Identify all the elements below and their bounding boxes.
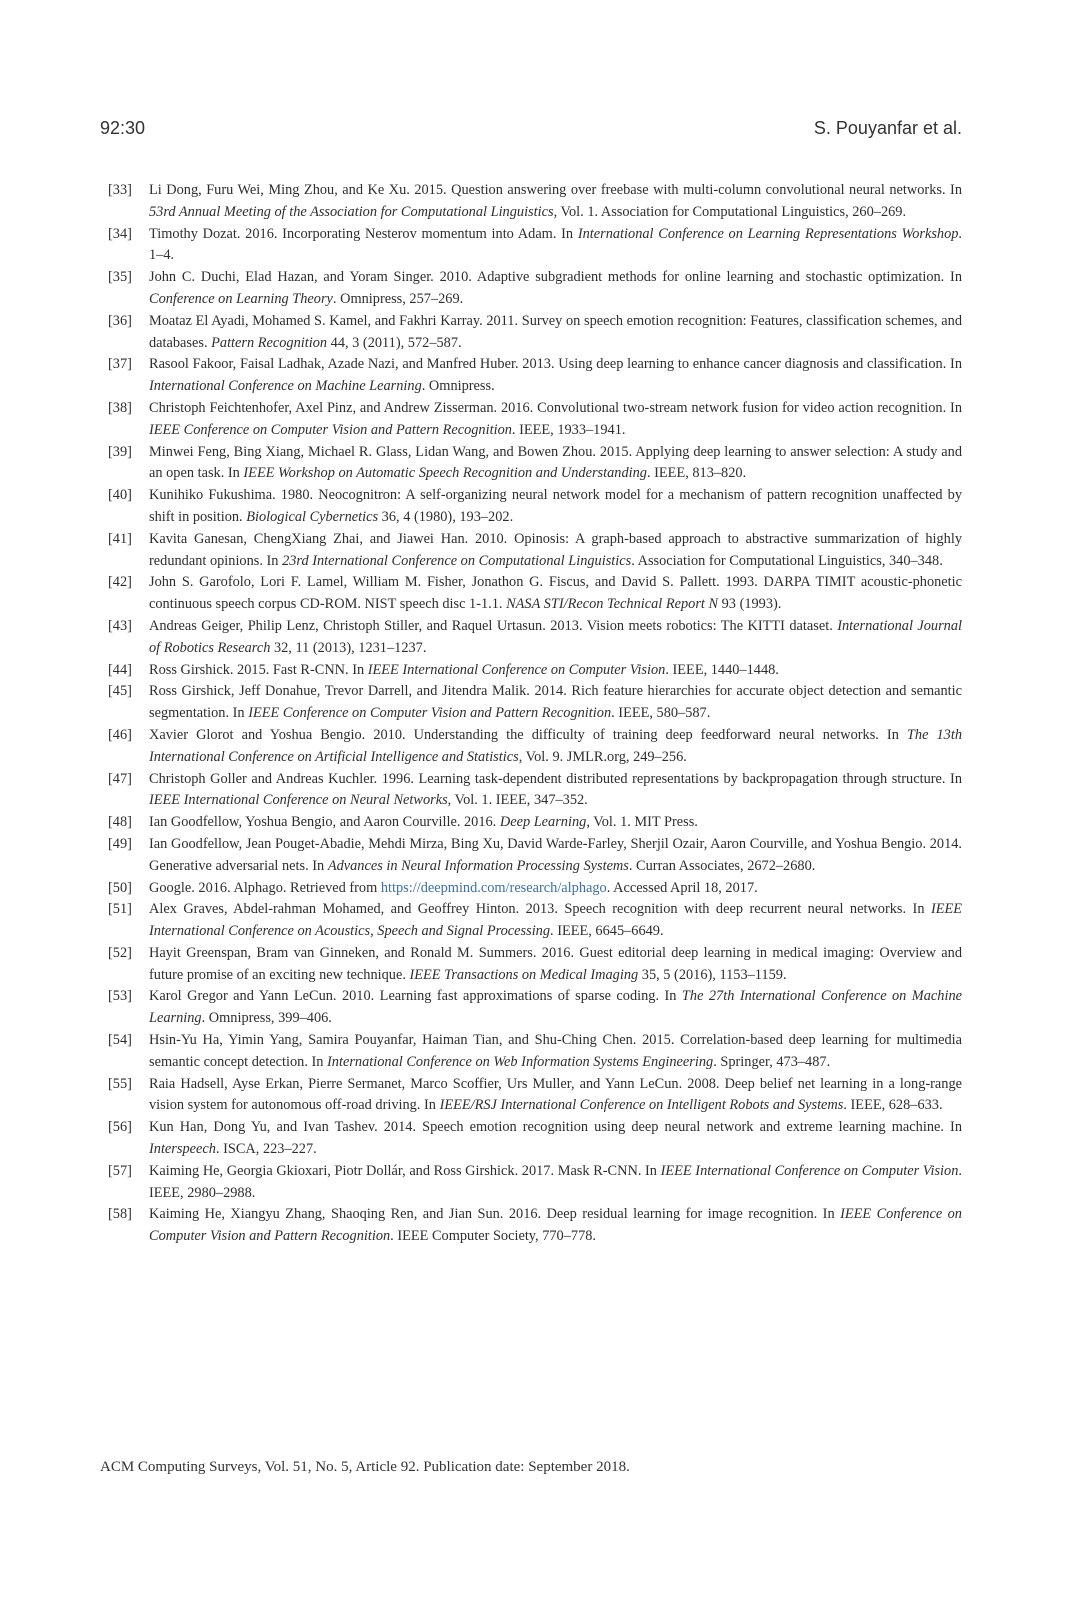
reference-item bbox=[100, 529, 962, 573]
reference-venue: IEEE International Conference on Neural Networks bbox=[149, 792, 448, 809]
page-number: 92:30 bbox=[100, 118, 146, 138]
reference-text: Karol Gregor and Yann LeCun. 2010. Learning fast approximations of sparse coding. In bbox=[149, 988, 682, 1005]
reference-item bbox=[100, 769, 962, 813]
reference-venue: NASA STI/Recon Technical Report N bbox=[506, 596, 719, 613]
reference-item bbox=[100, 834, 962, 878]
reference-text: Ian Goodfellow, Yoshua Bengio, and Aaron Courville. 2016. bbox=[149, 814, 500, 831]
reference-list bbox=[100, 180, 962, 1248]
reference-text: Kavita Ganesan, ChengXiang Zhai, and Jiawei Han. 2010. Opinosis: A graph-based approach to abstractive summarization of highly redundant opinions. In bbox=[149, 530, 962, 569]
reference-text-end: 35, 5 (2016), 1153–1159. bbox=[638, 966, 787, 983]
reference-text: Ross Girshick, Jeff Donahue, Trevor Darrell, and Jitendra Malik. 2014. Rich feature hierarchies for accurate object detection and semantic segmentation. In bbox=[149, 683, 962, 722]
reference-text-end: 36, 4 (1980), 193–202. bbox=[378, 508, 514, 525]
reference-venue: Interspeech bbox=[149, 1141, 216, 1158]
reference-item bbox=[100, 1204, 962, 1248]
reference-text-end: . IEEE, 628–633. bbox=[843, 1097, 943, 1114]
reference-venue: 53rd Annual Meeting of the Association for Computational Linguistics bbox=[149, 203, 554, 220]
reference-venue: International Conference on Machine Learning bbox=[149, 378, 422, 395]
reference-text: Raia Hadsell, Ayse Erkan, Pierre Sermanet, Marco Scoffier, Urs Muller, and Yann LeCun. 2008. Deep belief net learning in a long-range vision system for autonomous off-road driving. In bbox=[149, 1075, 962, 1114]
reference-text-end: 44, 3 (2011), 572–587. bbox=[327, 334, 462, 351]
reference-number: [43] bbox=[108, 617, 132, 634]
reference-text-end: . Omnipress, 257–269. bbox=[332, 290, 464, 307]
reference-venue: Biological Cybernetics bbox=[246, 508, 379, 525]
reference-venue: The 27th International Conference on Machine Learning bbox=[149, 988, 962, 1027]
reference-item bbox=[100, 986, 962, 1030]
reference-venue: IEEE International Conference on Computer Vision bbox=[660, 1162, 959, 1179]
reference-item bbox=[100, 267, 962, 311]
reference-item bbox=[100, 398, 962, 442]
reference-number: [40] bbox=[108, 487, 132, 504]
reference-text: Hayit Greenspan, Bram van Ginneken, and Ronald M. Summers. 2016. Guest editorial deep learning in medical imaging: Overview and future promise of an exciting new technique. bbox=[149, 944, 962, 983]
reference-number: [44] bbox=[108, 661, 132, 678]
reference-text: Kaiming He, Georgia Gkioxari, Piotr Dollár, and Ross Girshick. 2017. Mask R-CNN. In bbox=[149, 1162, 661, 1179]
reference-venue: IEEE Transactions on Medical Imaging bbox=[409, 966, 639, 983]
reference-number: [51] bbox=[108, 901, 132, 918]
reference-item bbox=[100, 878, 962, 900]
reference-item bbox=[100, 311, 962, 355]
reference-text-end: . IEEE Computer Society, 770–778. bbox=[390, 1228, 596, 1245]
reference-item bbox=[100, 1074, 962, 1118]
reference-text: Moataz El Ayadi, Mohamed S. Kamel, and Fakhri Karray. 2011. Survey on speech emotion recognition: Features, classification schemes, and databases. bbox=[149, 312, 962, 351]
reference-item bbox=[100, 1161, 962, 1205]
reference-text: John S. Garofolo, Lori F. Lamel, William M. Fisher, Jonathon G. Fiscus, and David S. Pallett. 1993. DARPA TIMIT acoustic-phonetic continuous speech corpus CD-ROM. NIST speech disc 1-1.1. bbox=[149, 574, 962, 613]
reference-text: Christoph Goller and Andreas Kuchler. 1996. Learning task-dependent distributed representations by backpropagation through structure. In bbox=[149, 770, 962, 787]
reference-text-end: . IEEE, 813–820. bbox=[646, 465, 747, 482]
reference-text: Timothy Dozat. 2016. Incorporating Nesterov momentum into Adam. In bbox=[149, 225, 578, 242]
reference-item bbox=[100, 725, 962, 769]
reference-text: Google. 2016. Alphago. Retrieved from bbox=[149, 879, 381, 896]
reference-text: Xavier Glorot and Yoshua Bengio. 2010. Understanding the difficulty of training deep feedforward neural networks. In bbox=[149, 726, 907, 743]
reference-text-end: . 1–4. bbox=[149, 225, 963, 264]
reference-text: Kun Han, Dong Yu, and Ivan Tashev. 2014. Speech emotion recognition using deep neural network and extreme learning machine. In bbox=[149, 1119, 962, 1136]
reference-text-end: , Vol. 1. IEEE, 347–352. bbox=[447, 792, 588, 809]
reference-link[interactable]: https://deepmind.com/research/alphago bbox=[380, 879, 607, 896]
reference-number: [38] bbox=[108, 399, 132, 416]
reference-venue: Pattern Recognition bbox=[211, 334, 328, 351]
reference-venue: IEEE Conference on Computer Vision and Pattern Recognition bbox=[248, 705, 612, 722]
reference-number: [34] bbox=[108, 225, 132, 242]
reference-venue: 23rd International Conference on Computational Linguistics bbox=[282, 552, 632, 569]
reference-number: [53] bbox=[108, 988, 132, 1005]
reference-item bbox=[100, 354, 962, 398]
reference-text: Minwei Feng, Bing Xiang, Michael R. Glass, Lidan Wang, and Bowen Zhou. 2015. Applying deep learning to answer selection: A study and an open task. In bbox=[149, 443, 962, 482]
reference-item bbox=[100, 180, 962, 224]
reference-text-end: . Springer, 473–487. bbox=[713, 1053, 831, 1070]
reference-text-end: . IEEE, 2980–2988. bbox=[149, 1162, 962, 1201]
reference-number: [57] bbox=[108, 1162, 132, 1179]
reference-text-end: . ISCA, 223–227. bbox=[215, 1141, 317, 1158]
reference-venue: International Journal of Robotics Research bbox=[149, 617, 962, 656]
reference-venue: International Conference on Learning Representations Workshop bbox=[577, 225, 959, 242]
reference-item bbox=[100, 572, 962, 616]
reference-text: Alex Graves, Abdel-rahman Mohamed, and Geoffrey Hinton. 2013. Speech recognition with deep recurrent neural networks. In bbox=[149, 901, 931, 918]
reference-text: Ian Goodfellow, Jean Pouget-Abadie, Mehdi Mirza, Bing Xu, David Warde-Farley, Sherjil Ozair, Aaron Courville, and Yoshua Bengio. 2014. Generative adversarial nets. In bbox=[149, 835, 962, 874]
reference-text-end: , Vol. 9. JMLR.org, 249–256. bbox=[518, 748, 687, 765]
reference-item bbox=[100, 616, 962, 660]
reference-text-end: . IEEE, 1440–1448. bbox=[665, 661, 779, 678]
reference-item bbox=[100, 899, 962, 943]
reference-text: Christoph Feichtenhofer, Axel Pinz, and Andrew Zisserman. 2016. Convolutional two-stream network fusion for video action recognition. In bbox=[149, 399, 962, 416]
reference-item bbox=[100, 1117, 962, 1161]
reference-number: [49] bbox=[108, 835, 132, 852]
reference-item bbox=[100, 442, 962, 486]
reference-venue: IEEE Conference on Computer Vision and Pattern Recognition bbox=[149, 421, 512, 438]
reference-text: Kunihiko Fukushima. 1980. Neocognitron: A self-organizing neural network model for a mechanism of pattern recognition unaffected by shift in position. bbox=[149, 487, 962, 525]
journal-footer: ACM Computing Surveys, Vol. 51, No. 5, Article 92. Publication date: September 2018. bbox=[100, 1459, 630, 1475]
reference-number: [35] bbox=[108, 269, 132, 286]
reference-text-end: , Vol. 1. MIT Press. bbox=[586, 814, 698, 831]
reference-number: [33] bbox=[108, 182, 132, 198]
reference-venue: Advances in Neural Information Processing Systems bbox=[327, 857, 629, 874]
reference-text-end: 32, 11 (2013), 1231–1237. bbox=[270, 639, 427, 656]
reference-number: [45] bbox=[108, 683, 132, 700]
reference-venue: IEEE International Conference on Acoustics, Speech and Signal Processing bbox=[149, 901, 962, 940]
reference-venue: IEEE International Conference on Computer Vision bbox=[367, 661, 666, 678]
reference-venue: IEEE/RSJ International Conference on Intelligent Robots and Systems bbox=[439, 1097, 844, 1114]
reference-item bbox=[100, 943, 962, 987]
reference-text-end: . IEEE, 580–587. bbox=[611, 705, 711, 722]
reference-venue: IEEE Workshop on Automatic Speech Recognition and Understanding bbox=[243, 465, 647, 482]
reference-text: Li Dong, Furu Wei, Ming Zhou, and Ke Xu. 2015. Question answering over freebase with multi-column convolutional neural networks. In bbox=[149, 182, 962, 198]
reference-number: [41] bbox=[108, 530, 132, 547]
reference-item bbox=[100, 660, 962, 682]
reference-number: [55] bbox=[108, 1075, 132, 1092]
reference-number: [48] bbox=[108, 814, 132, 831]
reference-venue: Deep Learning bbox=[499, 814, 587, 831]
reference-text: Hsin-Yu Ha, Yimin Yang, Samira Pouyanfar, Haiman Tian, and Shu-Ching Chen. 2015. Correlation-based deep learning for multimedia semantic concept detection. In bbox=[149, 1032, 962, 1070]
reference-text-end: . Accessed April 18, 2017. bbox=[606, 879, 758, 896]
reference-number: [56] bbox=[108, 1119, 132, 1136]
reference-text: John C. Duchi, Elad Hazan, and Yoram Singer. 2010. Adaptive subgradient methods for online learning and stochastic optimization. In bbox=[149, 269, 962, 286]
reference-text: Ross Girshick. 2015. Fast R-CNN. In bbox=[149, 661, 368, 678]
reference-text: Rasool Fakoor, Faisal Ladhak, Azade Nazi, and Manfred Huber. 2013. Using deep learning to enhance cancer diagnosis and classification. In bbox=[149, 356, 962, 373]
reference-text-end: . IEEE, 1933–1941. bbox=[511, 421, 626, 438]
reference-text: Kaiming He, Xiangyu Zhang, Shaoqing Ren, and Jian Sun. 2016. Deep residual learning for image recognition. In bbox=[149, 1206, 841, 1223]
reference-item bbox=[100, 1030, 962, 1074]
reference-venue: IEEE Conference on Computer Vision and Pattern Recognition bbox=[149, 1206, 962, 1245]
reference-venue: International Conference on Web Information Systems Engineering bbox=[327, 1053, 714, 1070]
reference-number: [46] bbox=[108, 726, 132, 743]
reference-item bbox=[100, 812, 962, 834]
reference-number: [58] bbox=[108, 1206, 132, 1223]
reference-item bbox=[100, 485, 962, 529]
reference-number: [47] bbox=[108, 770, 132, 787]
reference-venue: Conference on Learning Theory bbox=[149, 290, 333, 307]
reference-number: [52] bbox=[108, 944, 132, 961]
reference-text-end: . Association for Computational Linguistics, 340–348. bbox=[631, 552, 943, 569]
reference-number: [50] bbox=[108, 879, 132, 896]
reference-venue: The 13th International Conference on Artificial Intelligence and Statistics bbox=[149, 726, 962, 765]
reference-text-end: . Omnipress, 399–406. bbox=[201, 1010, 332, 1027]
reference-text-end: 93 (1993). bbox=[718, 596, 782, 613]
reference-number: [54] bbox=[108, 1032, 132, 1049]
running-authors: S. Pouyanfar et al. bbox=[813, 118, 962, 138]
reference-text-end: . IEEE, 6645–6649. bbox=[550, 923, 664, 940]
reference-text: Andreas Geiger, Philip Lenz, Christoph Stiller, and Raquel Urtasun. 2013. Vision meets robotics: The KITTI dataset. bbox=[149, 617, 838, 634]
reference-number: [39] bbox=[108, 443, 132, 460]
reference-item bbox=[100, 681, 962, 725]
running-header bbox=[100, 118, 962, 144]
reference-text-end: , Vol. 1. Association for Computational Linguistics, 260–269. bbox=[553, 203, 907, 220]
reference-item bbox=[100, 224, 962, 268]
reference-number: [42] bbox=[108, 574, 132, 591]
reference-text-end: . Curran Associates, 2672–2680. bbox=[628, 857, 816, 874]
reference-number: [36] bbox=[108, 312, 132, 329]
reference-number: [37] bbox=[108, 356, 132, 373]
reference-text-end: . Omnipress. bbox=[421, 378, 495, 395]
